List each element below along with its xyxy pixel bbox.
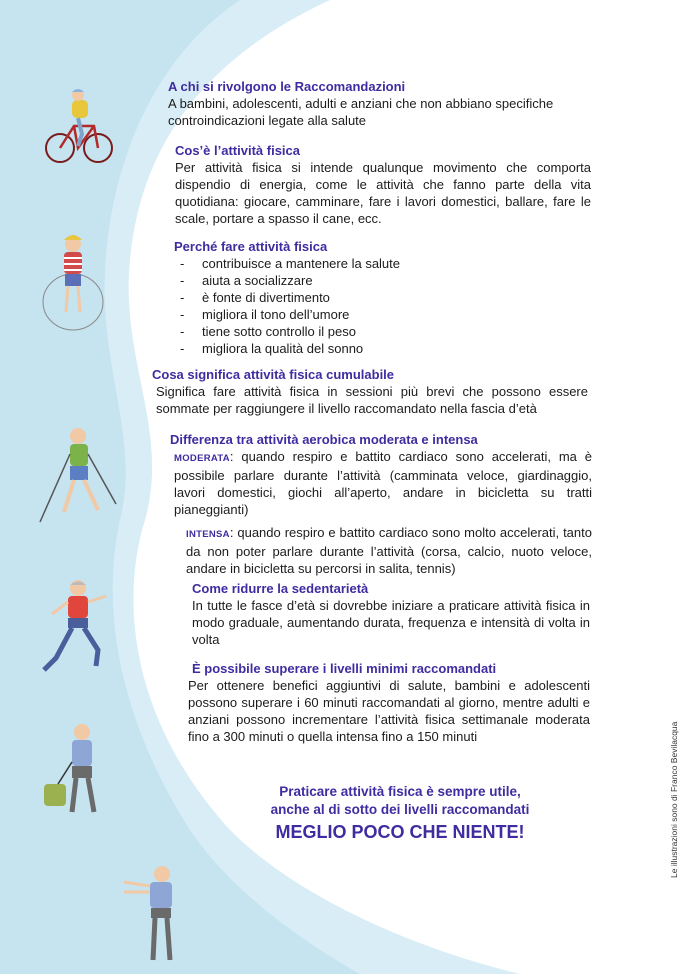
- section-body: A bambini, adolescenti, adulti e anziani che non abbiano specifiche controindicazioni legate alla salute: [168, 96, 554, 128]
- section-body: Per ottenere benefici aggiuntivi di salute, bambini e adolescenti possono superare i 60 minuti raccomandati al giorno, mentre adulti e anziani possono incrementare l’attività fisica settimanale moderata fino a 300 minuti o quella intensa fino a 150 minuti: [188, 678, 590, 744]
- list-item: - contribuisce a mantenere la salute: [180, 256, 401, 271]
- section-title: Differenza tra attività aerobica moderata e intensa: [170, 432, 478, 447]
- bullet-dash: -: [180, 273, 185, 288]
- intense-definition: INTENSA: quando respiro e battito cardiaco sono molto accelerati, tanto da non poter parlare durante l’attività (corsa, calcio, nuoto veloce, andare in bicicletta su percorsi in salita, tennis): [186, 525, 592, 576]
- section-reduce-sedentary: [192, 580, 590, 648]
- list-item: - migliora la qualità del sonno: [180, 341, 364, 356]
- section-why-exercise: [174, 238, 590, 357]
- section-body: In tutte le fasce d’età si dovrebbe iniziare a praticare attività fisica in modo graduale, aumentando durata, frequenza e intensità di volta in volta: [192, 598, 590, 647]
- section-title: Perché fare attività fisica: [174, 239, 328, 254]
- intense-term: INTENSA: [186, 529, 230, 540]
- bullet-dash: -: [180, 341, 185, 356]
- closing-line-1: Praticare attività fisica è sempre utile,: [279, 784, 521, 799]
- section-target-audience: [168, 78, 592, 129]
- moderate-term: MODERATA: [174, 453, 230, 464]
- section-title: Cos’è l’attività fisica: [175, 143, 300, 158]
- section-cumulative: [152, 366, 588, 417]
- list-item: - migliora il tono dell’umore: [180, 307, 350, 322]
- section-title: Come ridurre la sedentarietà: [192, 581, 369, 596]
- bullet-dash: -: [180, 307, 185, 322]
- section-body: Significa fare attività fisica in sessioni più brevi che possono essere sommate per raggiungere il livello raccomandato nella fascia d’età: [156, 384, 588, 416]
- section-body: Per attività fisica si intende qualunque movimento che comporta dispendio di energia, come le attività che fanno parte della vita quotidiana: giocare, camminare, fare i lavori domestici, ballare, fare le scale, portare a spasso il cane, ecc.: [175, 160, 591, 226]
- list-item: - tiene sotto controllo il peso: [180, 324, 356, 339]
- illustration-credit: Le illustrazioni sono di Franco Bevilacqua: [669, 721, 679, 878]
- benefits-list: [174, 255, 590, 357]
- section-moderate-vs-intense: [170, 431, 592, 577]
- moderate-definition: MODERATA: quando respiro e battito cardiaco sono accelerati, ma è possibile parlare durante l’attività (camminata veloce, giardinaggio, lavori domestici, giochi all’aperto, andare in bicicletta su tratti pianeggianti): [174, 449, 592, 517]
- closing-slogan: MEGLIO POCO CHE NIENTE!: [275, 822, 525, 842]
- section-title: È possibile superare i livelli minimi raccomandati: [192, 661, 497, 676]
- list-item: - è fonte di divertimento: [180, 290, 330, 305]
- section-exceed-minimum: [182, 660, 590, 745]
- list-item: - aiuta a socializzare: [180, 273, 313, 288]
- bullet-dash: -: [180, 256, 185, 271]
- section-title: Cosa significa attività fisica cumulabile: [152, 367, 395, 382]
- bullet-dash: -: [180, 290, 185, 305]
- section-definition: [175, 142, 591, 227]
- closing-line-2: anche al di sotto dei livelli raccomandati: [270, 802, 530, 817]
- bullet-dash: -: [180, 324, 185, 339]
- section-title: A chi si rivolgono le Raccomandazioni: [168, 79, 406, 94]
